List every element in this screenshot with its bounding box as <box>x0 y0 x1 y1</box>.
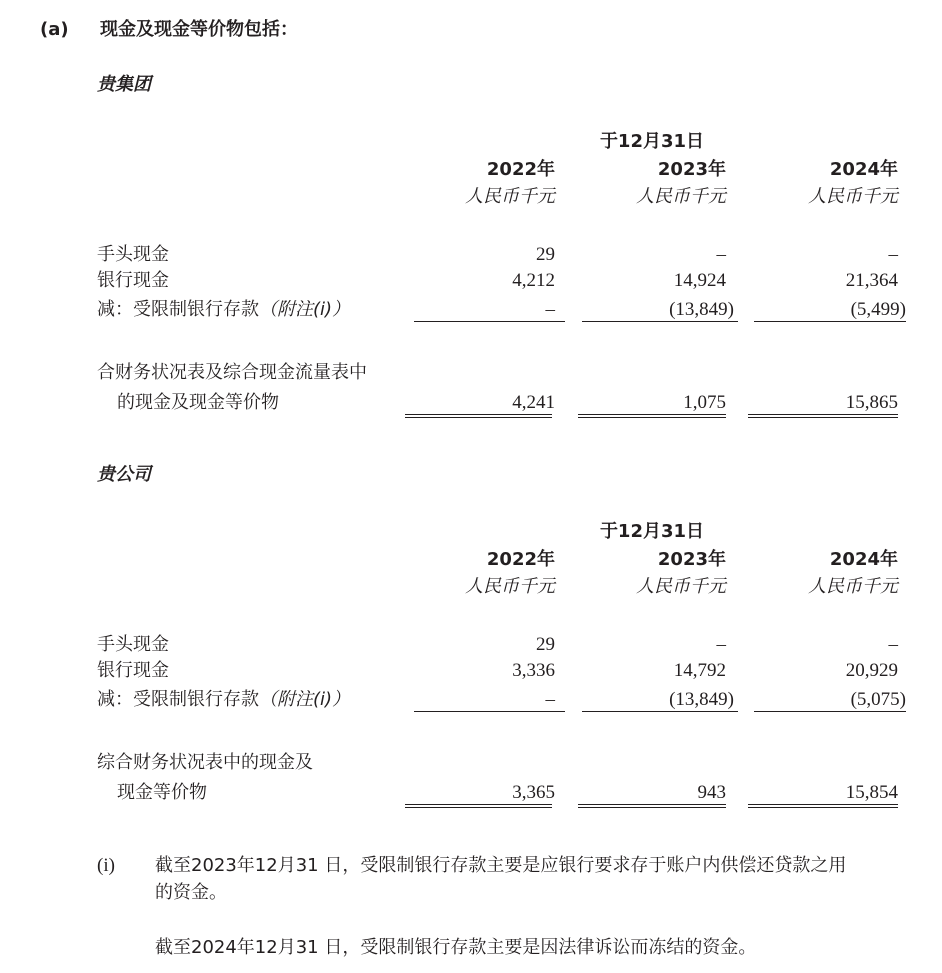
total-label-line2: 现金等价物 <box>117 782 207 803</box>
period-header: 于12月31日 <box>599 521 705 542</box>
section-title: 现金及现金等价物包括： <box>100 19 298 40</box>
double-underline <box>578 804 726 808</box>
unit-header: 人民币千元 <box>465 186 555 207</box>
table-cell: (13,849) <box>669 689 734 710</box>
unit-header: 人民币千元 <box>465 576 555 597</box>
unit-header: 人民币千元 <box>808 576 898 597</box>
table-cell: – <box>545 299 555 320</box>
total-cell: 4,241 <box>512 392 555 413</box>
year-header: 2022年 <box>486 159 555 180</box>
table-cell: 14,924 <box>673 270 726 291</box>
footnote-marker: (i) <box>97 855 115 876</box>
total-cell: 15,865 <box>845 392 898 413</box>
total-cell: 15,854 <box>845 782 898 803</box>
footnote-text-line1: 截至2023年12月31 日，受限制银行存款主要是应银行要求存于账户内供偿还贷款之用 <box>155 855 847 876</box>
subsection-title: 贵公司 <box>97 464 151 485</box>
total-label-line1: 综合财务状况表中的现金及 <box>97 752 313 773</box>
total-cell: 943 <box>697 782 726 803</box>
underline <box>414 321 565 322</box>
table-cell: – <box>716 244 726 265</box>
year-header: 2024年 <box>829 549 898 570</box>
note-reference: （附注(i)） <box>259 689 351 710</box>
underline <box>754 321 906 322</box>
row-label-text: 银行现金 <box>97 270 169 291</box>
row-label-text: 手头现金 <box>97 634 169 655</box>
underline <box>582 711 738 712</box>
row-label-text: 银行现金 <box>97 660 169 681</box>
table-cell: – <box>716 634 726 655</box>
row-label <box>97 634 169 656</box>
row-label <box>97 244 169 266</box>
total-cell: 3,365 <box>512 782 555 803</box>
table-cell: 20,929 <box>845 660 898 681</box>
table-cell: (5,075) <box>850 689 906 710</box>
unit-header: 人民币千元 <box>636 576 726 597</box>
table-cell: – <box>545 689 555 710</box>
table-cell: 29 <box>536 244 555 265</box>
year-header: 2023年 <box>657 549 726 570</box>
table-cell: 29 <box>536 634 555 655</box>
row-label <box>97 270 169 292</box>
subsection-title: 贵集团 <box>97 74 151 95</box>
row-label <box>97 299 350 321</box>
unit-header: 人民币千元 <box>808 186 898 207</box>
table-cell: – <box>888 244 898 265</box>
underline <box>414 711 565 712</box>
row-label-text: 手头现金 <box>97 244 169 265</box>
unit-header: 人民币千元 <box>636 186 726 207</box>
total-label-line1: 合财务状况表及综合现金流量表中 <box>97 362 367 383</box>
double-underline <box>405 804 552 808</box>
note-reference: （附注(i)） <box>259 299 351 320</box>
table-cell: 3,336 <box>512 660 555 681</box>
table-cell: 21,364 <box>845 270 898 291</box>
period-header: 于12月31日 <box>599 131 705 152</box>
table-cell: 4,212 <box>512 270 555 291</box>
table-cell: – <box>888 634 898 655</box>
total-cell: 1,075 <box>683 392 726 413</box>
table-cell: 14,792 <box>673 660 726 681</box>
double-underline <box>748 804 898 808</box>
row-label <box>97 660 169 682</box>
year-header: 2022年 <box>486 549 555 570</box>
row-label-text: 减：受限制银行存款 <box>97 689 259 710</box>
double-underline <box>405 414 552 418</box>
row-label-text: 减：受限制银行存款 <box>97 299 259 320</box>
table-cell: (13,849) <box>669 299 734 320</box>
footnote-text-line2: 的资金。 <box>155 882 227 903</box>
year-header: 2024年 <box>829 159 898 180</box>
underline <box>754 711 906 712</box>
section-label: (a) <box>40 19 69 40</box>
year-header: 2023年 <box>657 159 726 180</box>
double-underline <box>578 414 726 418</box>
double-underline <box>748 414 898 418</box>
table-cell: (5,499) <box>850 299 906 320</box>
total-label-line2: 的现金及现金等价物 <box>117 392 279 413</box>
underline <box>582 321 738 322</box>
footnote-text-line3: 截至2024年12月31 日，受限制银行存款主要是因法律诉讼而冻结的资金。 <box>155 937 757 958</box>
row-label <box>97 689 350 711</box>
